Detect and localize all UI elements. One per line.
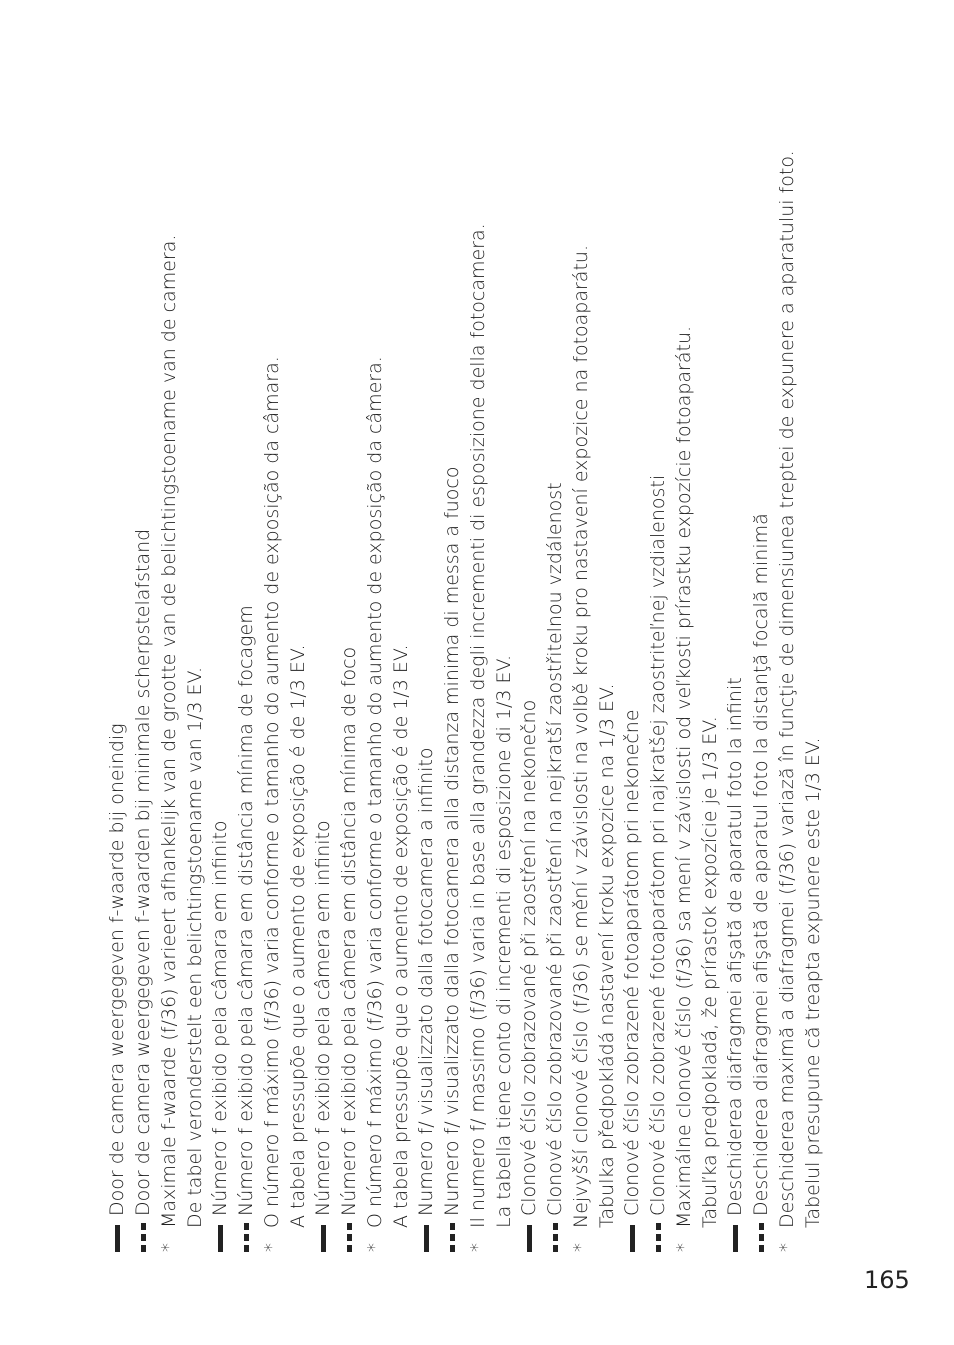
solid-line-symbol: [218, 1216, 223, 1252]
footnote: * Deschiderea maximă a diafragmei (f/36) variază în funcţie de dimensiunea treptei de expunere a aparatului foto.: [776, 150, 798, 1252]
legend-solid-line: Deschiderea diafragmei afişată de aparatul foto la infinit: [722, 102, 748, 1252]
dashed-line-symbol: [656, 1216, 661, 1252]
footnote: * Maximale f-waarde (f/36) varieert afhankelijk van de grootte van de belichtingstoename van de camera.: [158, 234, 180, 1252]
dashed-line-symbol: [759, 1216, 764, 1252]
asterisk-icon: *: [261, 1243, 282, 1252]
solid-line-symbol: [527, 1216, 532, 1252]
dashed-line-symbol: [553, 1216, 558, 1252]
footnote: * O número f máximo (f/36) varia conforme o tamanho do aumento de exposição da câmera.: [364, 356, 386, 1252]
solid-line-symbol: [321, 1216, 326, 1252]
legend-solid-line: Número f exibido pela câmera em infinito: [310, 102, 336, 1252]
footnote-continuation: Tabelul presupune că treapta expunere este 1/3 EV.: [802, 737, 824, 1228]
footnote-continuation: A tabela pressupõe que o aumento de exposição é de 1/3 EV.: [390, 644, 412, 1228]
solid-line-symbol: [733, 1216, 738, 1252]
legend-solid-line: Número f exibido pela câmara em infinito: [207, 102, 233, 1252]
dashed-line-symbol: [244, 1216, 249, 1252]
legend-dashed-line: Numero f/ visualizzato dalla fotocamera alla distanza minima di messa a fuoco: [439, 102, 465, 1252]
legend-block-it: [413, 102, 517, 1252]
asterisk-icon: *: [673, 1243, 694, 1252]
footnote-continuation: La tabella tiene conto di incrementi di esposizione di 1/3 EV.: [493, 654, 515, 1228]
footnote-continuation: Tabuľka predpokladá, že prírastok expozície je 1/3 EV.: [699, 716, 721, 1228]
legend-solid-line: Clonové číslo zobrazené fotoaparátom pri nekonečne: [619, 102, 645, 1252]
dashed-line-symbol: [141, 1216, 146, 1252]
solid-line-symbol: [630, 1216, 635, 1252]
footnote-continuation: De tabel veronderstelt een belichtingstoename van 1/3 EV.: [184, 666, 206, 1228]
footnote: * Nejvyšší clonové číslo (f/36) se mění v závislosti na volbě kroku pro nastavení expozice na fotoaparátu.: [570, 245, 592, 1252]
legend-block-pt-pt: [207, 102, 311, 1252]
legend-solid-line: Clonové číslo zobrazované při zaostření na nekonečno: [516, 102, 542, 1252]
page-number: 165: [864, 1266, 910, 1294]
legend-dashed-line: Clonové číslo zobrazované při zaostření na nejkratší zaostřitelnou vzdálenost: [542, 102, 568, 1252]
asterisk-icon: *: [776, 1243, 797, 1252]
asterisk-icon: *: [158, 1243, 179, 1252]
dashed-line-symbol: [347, 1216, 352, 1252]
solid-line-symbol: [115, 1216, 120, 1252]
legend-dashed-line: Clonové číslo zobrazené fotoaparátom pri najkratšej zaostriteľnej vzdialenosti: [645, 102, 671, 1252]
legend-dashed-line: Deschiderea diafragmei afişată de aparatul foto la distanţă focală minimă: [748, 102, 774, 1252]
asterisk-icon: *: [570, 1243, 591, 1252]
footnote: * Il numero f/ massimo (f/36) varia in base alla grandezza degli incrementi di esposizione della fotocamera.: [467, 223, 489, 1252]
legend-dashed-line: Número f exibido pela câmara em distância mínima de focagem: [233, 102, 259, 1252]
legend-dashed-line: Número f exibido pela câmera em distância mínima de foco: [336, 102, 362, 1252]
legend-solid-line: Door de camera weergegeven f-waarde bij oneindig: [104, 102, 130, 1252]
legend-solid-line: Numero f/ visualizzato dalla fotocamera a infinito: [413, 102, 439, 1252]
legend-dashed-line: Door de camera weergegeven f-waarden bij minimale scherpstelafstand: [130, 102, 156, 1252]
footnote-continuation: Tabulka předpokládá nastavení kroku expozice na 1/3 EV.: [596, 683, 618, 1228]
footnote: * O número f máximo (f/36) varia conforme o tamanho do aumento de exposição da câmara.: [261, 356, 283, 1252]
dashed-line-symbol: [450, 1216, 455, 1252]
legend-block-ro: [722, 102, 826, 1252]
asterisk-icon: *: [467, 1243, 488, 1252]
asterisk-icon: *: [364, 1243, 385, 1252]
legend-block-pt-br: [310, 102, 414, 1252]
legend-block-nl: [104, 102, 208, 1252]
solid-line-symbol: [424, 1216, 429, 1252]
legend-block-sk: [619, 102, 723, 1252]
legend-block-cs: [516, 102, 620, 1252]
footnote-continuation: A tabela pressupõe que o aumento de exposição é de 1/3 EV.: [287, 644, 309, 1228]
footnote: * Maximálne clonové číslo (f/36) sa mení v závislosti od veľkosti prírastku expozície fotoaparátu.: [673, 325, 695, 1252]
